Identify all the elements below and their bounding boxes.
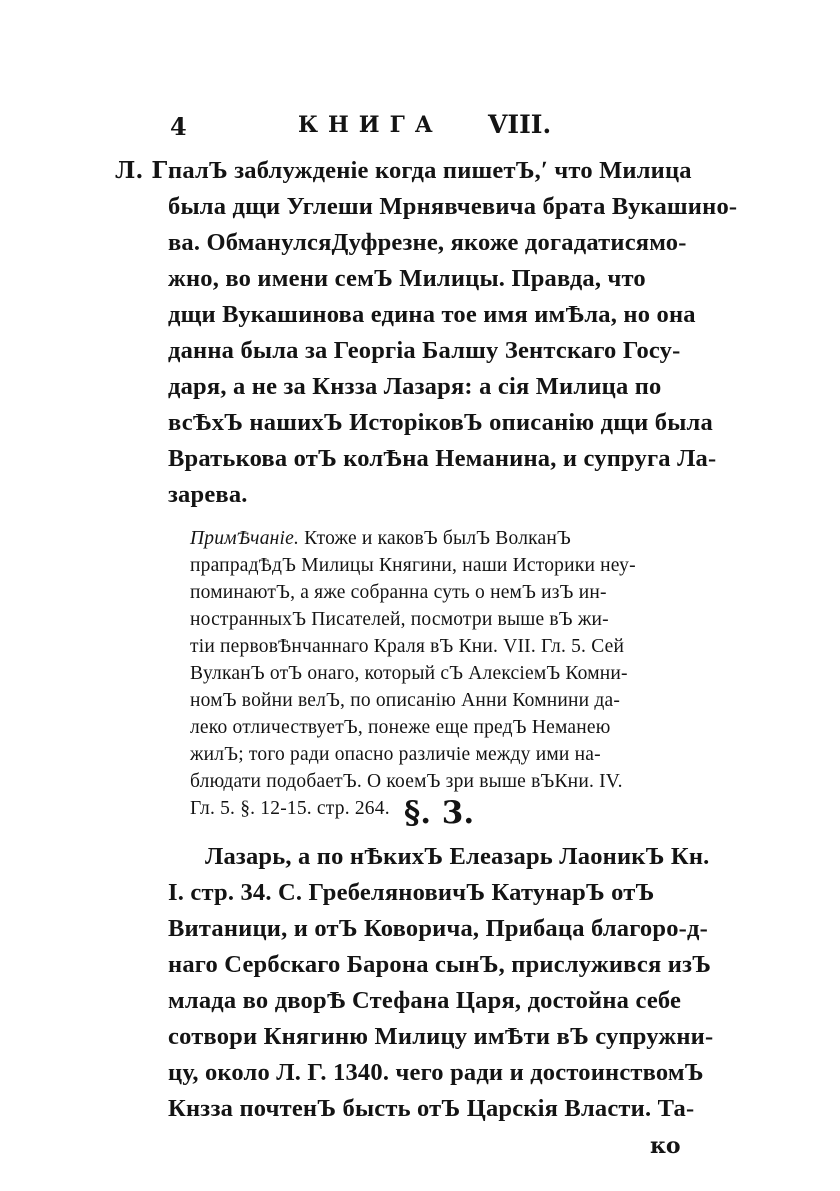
paragraph-line: цу, около Л. Г. 1340. чего ради и достоинствомЪ — [168, 1059, 704, 1086]
paragraph-line: была дщи Углеши Мрнявчевича брата Вукашино- — [168, 193, 738, 220]
section-heading: §. 3. — [404, 795, 475, 831]
paragraph-line: Витаници, и отЪ Коворича, Прибаца благоро-д- — [168, 915, 708, 942]
paragraph-line: млада во дворѢ Стефана Царя, достойна себе — [168, 987, 682, 1014]
paragraph-line: Лазарь, а по нѢкихЪ Елеазарь ЛаоникЪ Кн. — [205, 843, 710, 870]
running-title: КНИГА — [298, 112, 443, 138]
paragraph-line: Кнзза почтенЪ бысть отЪ Царскія Власти. Та- — [168, 1095, 695, 1122]
paragraph-line: всѢхЪ нашихЪ ИсторіковЪ описанію дщи была — [168, 409, 713, 436]
note-line: ВулканЪ отЪ онаго, который сЪ АлексіемЪ Комни- — [190, 663, 628, 684]
paragraph-line: даря, а не за Кнзза Лазаря: а сія Милица по — [168, 373, 662, 400]
paragraph-line: палЪ заблужденіе когда пишетЪ,ʹ что Милица — [168, 157, 692, 184]
paragraph-line: сотвори Княгиню Милицу имѢти вЪ супружни- — [168, 1023, 714, 1050]
note-line: жилЪ; того ради опасно различіе между ими на- — [190, 744, 601, 765]
note-line: номЪ войни велЪ, по описанію Анни Комнини да- — [190, 690, 621, 711]
note-line: тіи первовѢнчаннаго Краля вЪ Кни. VII. Гл. 5. Сей — [190, 636, 625, 657]
note-line: леко отличествуетЪ, понеже еще предЪ Неманею — [190, 717, 611, 738]
paragraph-line: зарева. — [168, 481, 248, 508]
note-line: Гл. 5. §. 12-15. стр. 264. — [190, 798, 390, 819]
paragraph-line: данна была за Георгіа Балшу Зентскаго Госу- — [168, 337, 681, 364]
paragraph-line: жно, во имени семЪ Милицы. Правда, что — [168, 265, 646, 292]
book-volume: VIII. — [488, 110, 552, 139]
page-number: 4 — [170, 112, 187, 141]
paragraph-line: наго Сербскаго Барона сынЪ, прислужився изЪ — [168, 951, 712, 978]
note-line: блюдати подобаетЪ. О коемЪ зри выше вЪКни. IV. — [190, 771, 623, 792]
note-line — [190, 528, 571, 550]
paragraph-line: ва. ОбманулсяДуфрезне, якоже догадатисямо- — [168, 229, 687, 256]
catchword: ко — [650, 1133, 681, 1159]
paragraph-line: Вратькова отЪ колѢна Неманина, и супруга Ла- — [168, 445, 717, 472]
margin-note: Л. Г. — [115, 157, 176, 184]
note-line: ностранныхЪ Писателей, посмотри выше вЪ жи- — [190, 609, 609, 630]
note-line: поминаютЪ, а яже собранна суть о немЪ изЪ ин- — [190, 582, 607, 603]
note-first-line: Ктоже и каковЪ былЪ ВолканЪ — [299, 528, 571, 549]
note-label: ПримѢчаніе. — [190, 528, 300, 549]
paragraph-line: дщи Вукашинова едина тое имя имѢла, но она — [168, 301, 696, 328]
note-line: прапрадѢдЪ Милицы Княгини, наши Историки неу- — [190, 555, 636, 576]
paragraph-line: I. стр. 34. С. ГребеляновичЪ КатунарЪ отЪ — [168, 879, 655, 906]
